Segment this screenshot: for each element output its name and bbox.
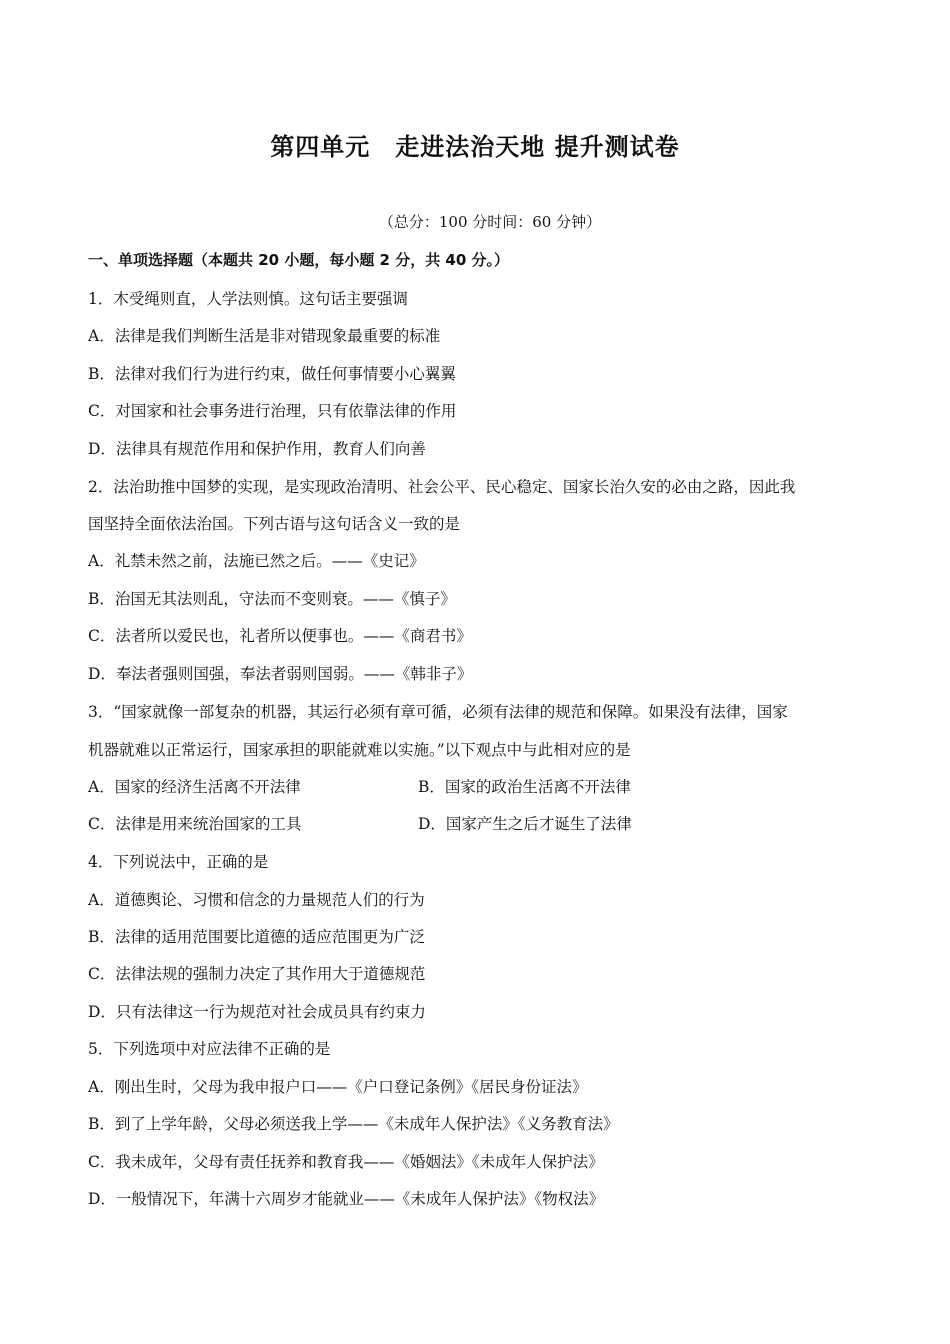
question-4-option-c: C．法律法规的强制力决定了其作用大于道德规范 [88,965,426,983]
question-4-option-b: B．法律的适用范围要比道德的适应范围更为广泛 [88,928,425,946]
question-3-stem-line-2: 机器就难以正常运行，国家承担的职能就难以实施。”以下观点中与此相对应的是 [88,741,631,759]
question-1-stem: 1．木受绳则直，人学法则慎。这句话主要强调 [88,290,408,308]
question-4-option-d: D．只有法律这一行为规范对社会成员具有约束力 [88,1003,426,1021]
question-3-option-d: D．国家产生之后才诞生了法律 [418,815,632,833]
question-5-option-c: C．我未成年，父母有责任抚养和教育我——《婚姻法》《未成年人保护法》 [88,1153,604,1171]
question-2-stem-line-2: 国坚持全面依法治国。下列古语与这句话含义一致的是 [88,515,461,533]
question-1-option-b: B．法律对我们行为进行约束，做任何事情要小心翼翼 [88,365,456,383]
question-4-stem: 4．下列说法中，正确的是 [88,853,269,871]
question-5-option-d: D．一般情况下，年满十六周岁才能就业——《未成年人保护法》《物权法》 [88,1190,605,1208]
question-5-stem: 5．下列选项中对应法律不正确的是 [88,1040,331,1058]
page-title: 第四单元 走进法治天地 提升测试卷 [270,133,680,161]
question-2-option-d: D．奉法者强则国强，奉法者弱则国弱。——《韩非子》 [88,665,473,683]
question-5-option-a: A．刚出生时，父母为我申报户口——《户口登记条例》《居民身份证法》 [88,1078,588,1096]
section-heading: 一、单项选择题（本题共 20 小题，每小题 2 分，共 40 分。） [88,251,510,269]
question-2-option-b: B．治国无其法则乱，守法而不变则衰。——《慎子》 [88,590,456,608]
question-1-option-c: C．对国家和社会事务进行治理，只有依靠法律的作用 [88,402,457,420]
question-4-option-a: A．道德舆论、习惯和信念的力量规范人们的行为 [88,891,425,909]
question-3-option-c: C．法律是用来统治国家的工具 [88,815,302,833]
question-3-stem-line-1: 3．“国家就像一部复杂的机器，其运行必须有章可循，必须有法律的规范和保障。如果没有法律，国家 [88,703,788,721]
question-5-option-b: B．到了上学年龄，父母必须送我上学——《未成年人保护法》《义务教育法》 [88,1115,619,1133]
question-1-option-d: D．法律具有规范作用和保护作用，教育人们向善 [88,440,426,458]
question-2-stem-line-1: 2．法治助推中国梦的实现，是实现政治清明、社会公平、民心稳定、国家长治久安的必由之路，因此我 [88,478,796,496]
question-2-option-a: A．礼禁未然之前，法施已然之后。——《史记》 [88,552,425,570]
question-3-option-a: A．国家的经济生活离不开法律 [88,778,301,796]
score-info: （总分：100 分时间：60 分钟） [378,213,602,231]
question-2-option-c: C．法者所以爱民也，礼者所以便事也。——《商君书》 [88,627,472,645]
question-1-option-a: A．法律是我们判断生活是非对错现象最重要的标准 [88,327,441,345]
question-3-option-b: B．国家的政治生活离不开法律 [418,778,631,796]
